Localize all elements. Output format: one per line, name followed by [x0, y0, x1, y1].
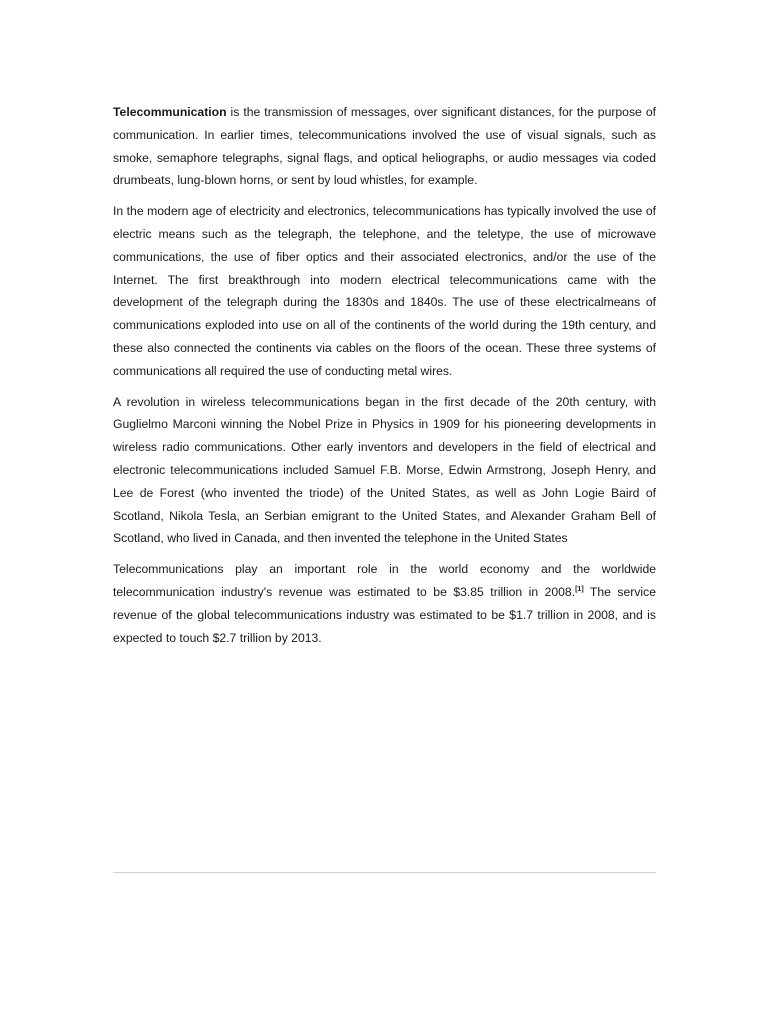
footnote-reference-1[interactable]: [1] [575, 585, 584, 593]
paragraph-3 [113, 391, 656, 551]
paragraph-4-text-before: Telecommunications play an important role in the world economy and the worldwide telecommunication industry's revenue was estimated to be $3.85 trillion in 2008. [113, 562, 656, 599]
paragraph-3-text: A revolution in wireless telecommunications began in the first decade of the 20th century, with Guglielmo Marconi winning the Nobel Prize in Physics in 1909 for his pioneering developments in wireless radio communications. Other early inventors and developers in the field of electrical and electronic telecommunications included Samuel F.B. Morse, Edwin Armstrong, Joseph Henry, and Lee de Forest (who invented the triode) of the United States, as well as John Logie Baird of Scotland, Nikola Tesla, an Serbian emigrant to the United States, and Alexander Graham Bell of Scotland, who lived in Canada, and then invented the telephone in the United States [113, 394, 656, 546]
paragraph-2 [113, 200, 656, 382]
document-body [113, 101, 656, 657]
paragraph-1 [113, 101, 656, 192]
paragraph-4 [113, 558, 656, 649]
paragraph-2-text: In the modern age of electricity and electronics, telecommunications has typically involved the use of electric means such as the telegraph, the telephone, and the teletype, the use of microwave communications, the use of fiber optics and their associated electronics, and/or the use of the Internet. The first breakthrough into modern electrical telecommunications came with the development of the telegraph during the 1830s and 1840s. The use of these electricalmeans of communications exploded into use on all of the continents of the world during the 19th century, and these also connected the continents via cables on the floors of the ocean. These three systems of communications all required the use of conducting metal wires. [113, 204, 656, 378]
term-telecommunication: Telecommunication [113, 105, 227, 119]
paragraph-4-text-after: The service revenue of the global telecommunications industry was estimated to be $1.7 trillion in 2008, and is expected to touch $2.7 trillion by 2013. [113, 584, 656, 645]
footer-divider [113, 872, 656, 873]
paragraph-1-text: is the transmission of messages, over significant distances, for the purpose of communication. In earlier times, telecommunications involved the use of visual signals, such as smoke, semaphore telegraphs, signal flags, and optical heliographs, or audio messages via coded drumbeats, lung-blown horns, or sent by loud whistles, for example. [113, 105, 656, 188]
